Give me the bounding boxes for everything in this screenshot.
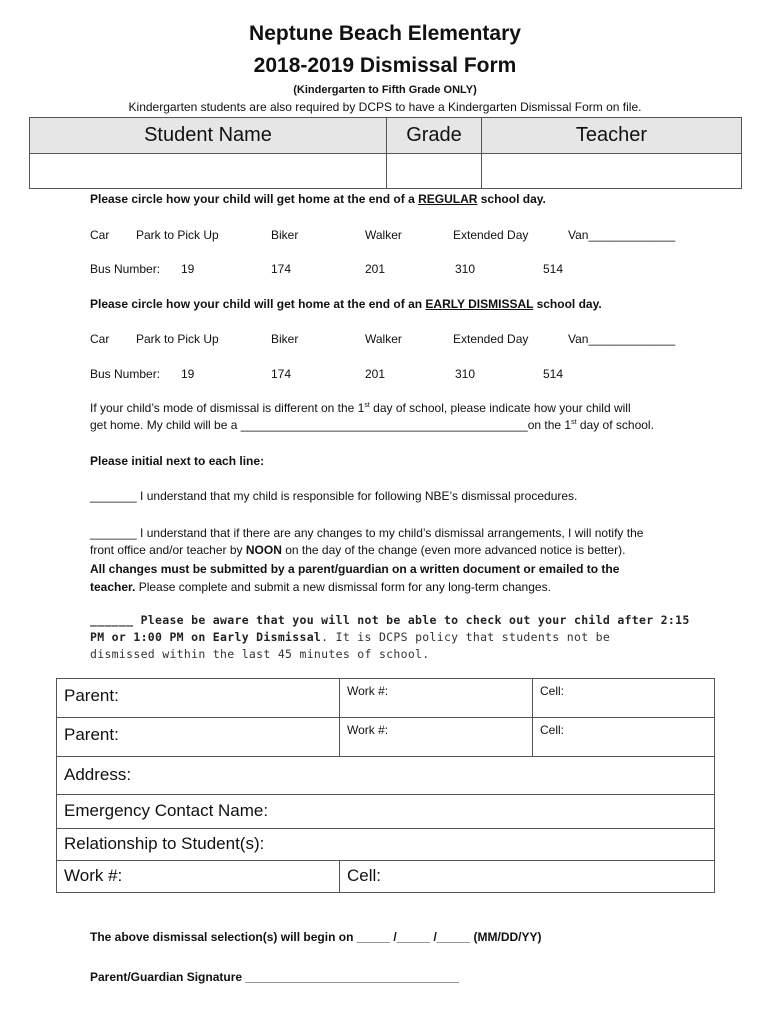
teacher-field[interactable] — [482, 154, 742, 189]
begin-date-line[interactable]: The above dismissal selection(s) will begin on _____ /_____ /_____ (MM/DD/YY) — [90, 930, 542, 944]
bus-310[interactable]: 310 — [455, 262, 476, 276]
initial-item-changes-line2: front office and/or teacher by NOON on the day of the change (even more advanced notice is better). — [90, 543, 626, 557]
regular-prompt: Please circle how your child will get home at the end of a REGULAR school day. — [90, 192, 546, 206]
initial-item-checkout[interactable]: ______ Please be aware that you will not be able to check out your child after 2:15 — [90, 613, 690, 627]
first-day-line2: get home. My child will be a ___________________________________________on the 1st day of school. — [90, 418, 654, 432]
regular-modes — [0, 228, 770, 244]
initial-item-changes-line3: All changes must be submitted by a parent/guardian on a written document or emailed to the — [90, 562, 620, 576]
grade-field[interactable] — [387, 154, 482, 189]
emergency-contact-field[interactable]: Emergency Contact Name: — [57, 795, 715, 829]
student-table — [29, 117, 742, 189]
emergency-cell-field[interactable]: Cell: — [340, 861, 715, 893]
mode-extended-day[interactable]: Extended Day — [453, 228, 529, 242]
early-buses — [0, 367, 770, 383]
parent-2-field[interactable]: Parent: — [57, 718, 340, 757]
early-keyword: EARLY DISMISSAL — [425, 297, 534, 311]
kinder-note: Kindergarten students are also required by DCPS to have a Kindergarten Dismissal Form on file. — [128, 100, 642, 114]
mode-walker[interactable]: Walker — [365, 228, 402, 242]
grade-note: (Kindergarten to Fifth Grade ONLY) — [293, 84, 477, 96]
regular-keyword: REGULAR — [418, 192, 478, 206]
bus-label: Bus Number: — [90, 367, 161, 381]
emergency-work-field[interactable]: Work #: — [57, 861, 340, 893]
student-name-header: Student Name — [30, 118, 387, 154]
bus-201[interactable]: 201 — [365, 367, 386, 381]
initial-item-checkout-line3: dismissed within the last 45 minutes of school. — [90, 647, 430, 661]
mode-car[interactable]: Car — [90, 228, 110, 242]
student-name-field[interactable] — [30, 154, 387, 189]
grade-header: Grade — [387, 118, 482, 154]
parent-2-cell-field[interactable]: Cell: — [533, 718, 715, 757]
mode-park-pickup[interactable]: Park to Pick Up — [136, 228, 219, 242]
first-day-line1: If your child’s mode of dismissal is different on the 1st day of school, please indicate how your child will — [90, 401, 631, 415]
initial-item-procedures[interactable]: _______ I understand that my child is responsible for following NBE’s dismissal procedures. — [90, 489, 578, 503]
relationship-field[interactable]: Relationship to Student(s): — [57, 829, 715, 861]
mode-biker[interactable]: Biker — [271, 228, 299, 242]
mode-van[interactable]: Van_____________ — [568, 332, 676, 346]
bus-174[interactable]: 174 — [271, 262, 292, 276]
early-modes — [0, 332, 770, 348]
regular-buses — [0, 262, 770, 278]
parent-2-work-field[interactable]: Work #: — [340, 718, 533, 757]
mode-extended-day[interactable]: Extended Day — [453, 332, 529, 346]
mode-walker[interactable]: Walker — [365, 332, 402, 346]
initial-item-checkout-line2: PM or 1:00 PM on Early Dismissal. It is DCPS policy that students not be — [90, 630, 611, 644]
form-title: 2018-2019 Dismissal Form — [253, 54, 517, 77]
bus-19[interactable]: 19 — [181, 367, 195, 381]
bus-514[interactable]: 514 — [543, 367, 564, 381]
mode-car[interactable]: Car — [90, 332, 110, 346]
signature-line[interactable]: Parent/Guardian Signature ________________________________ — [90, 970, 459, 984]
initial-item-changes-line4: teacher. Please complete and submit a new dismissal form for any long-term changes. — [90, 580, 551, 594]
mode-van[interactable]: Van_____________ — [568, 228, 676, 242]
parent-1-work-field[interactable]: Work #: — [340, 679, 533, 718]
contact-table — [56, 678, 715, 893]
mode-park-pickup[interactable]: Park to Pick Up — [136, 332, 219, 346]
teacher-header: Teacher — [482, 118, 742, 154]
initials-heading: Please initial next to each line: — [90, 454, 265, 468]
bus-label: Bus Number: — [90, 262, 161, 276]
parent-1-cell-field[interactable]: Cell: — [533, 679, 715, 718]
school-name: Neptune Beach Elementary — [249, 22, 521, 45]
early-prompt: Please circle how your child will get home at the end of an EARLY DISMISSAL school day. — [90, 297, 602, 311]
bus-310[interactable]: 310 — [455, 367, 476, 381]
bus-174[interactable]: 174 — [271, 367, 292, 381]
address-field[interactable]: Address: — [57, 757, 715, 795]
bus-19[interactable]: 19 — [181, 262, 195, 276]
bus-201[interactable]: 201 — [365, 262, 386, 276]
initial-item-changes[interactable]: _______ I understand that if there are any changes to my child’s dismissal arrangements, I will notify the — [90, 526, 644, 540]
bus-514[interactable]: 514 — [543, 262, 564, 276]
parent-1-field[interactable]: Parent: — [57, 679, 340, 718]
mode-biker[interactable]: Biker — [271, 332, 299, 346]
